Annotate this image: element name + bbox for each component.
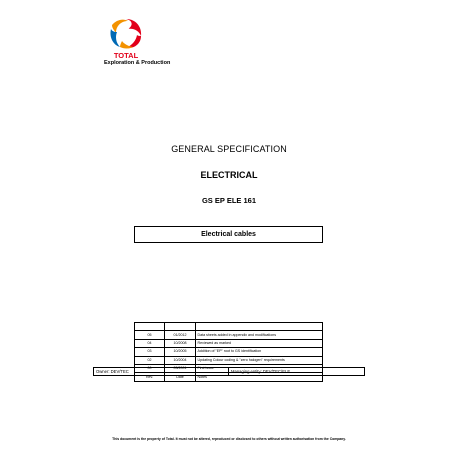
table-row: [135, 331, 323, 339]
owner-cell: Owner: DEV/TEC: [93, 367, 229, 376]
revision-date: 03/2001: [165, 364, 196, 372]
confidentiality-notice: This document is the property of Total. It must not be altered, reproduced or disclosed to others without written authorisation from the Company.: [112, 437, 346, 441]
revision-number: 05: [135, 331, 165, 339]
ownership-row: [93, 367, 365, 376]
total-logo-wordmark: TOTAL: [113, 51, 139, 60]
department-name: Exploration & Production: [104, 60, 171, 66]
total-logo: [106, 17, 146, 61]
table-row: [135, 339, 323, 347]
revision-notes: First issue: [196, 364, 323, 372]
blank-row: [135, 323, 323, 331]
revision-date: 01/2012: [165, 331, 196, 339]
column-header-notes: Notes: [196, 373, 323, 381]
revision-notes: Updating Colour coding & "zero halogen" requirements: [196, 356, 323, 364]
table-row: [135, 356, 323, 364]
revision-date: 10/2005: [165, 348, 196, 356]
revision-number: 00: [135, 364, 165, 372]
revision-date: 10/2008: [165, 339, 196, 347]
table-row: [135, 348, 323, 356]
document-discipline: ELECTRICAL: [200, 170, 258, 180]
revision-notes: Reviewed as marked: [196, 339, 323, 347]
document-title: Electrical cables: [201, 231, 256, 238]
revision-date: 10/2004: [165, 356, 196, 364]
document-type: GENERAL SPECIFICATION: [171, 144, 287, 154]
document-code: GS EP ELE 161: [201, 196, 257, 205]
total-logo-mark: [110, 19, 141, 49]
revision-number: 02: [135, 356, 165, 364]
blank-cell: [165, 323, 196, 331]
revision-notes: Addition of "EP" root to GS identification: [196, 348, 323, 356]
revision-number: 04: [135, 339, 165, 347]
revision-notes: Data sheets added in appendix and modifications: [196, 331, 323, 339]
column-header-rev: Rev.: [135, 373, 165, 381]
column-header-date: Date: [165, 373, 196, 381]
blank-cell: [196, 323, 323, 331]
revision-number: 03: [135, 348, 165, 356]
blank-cell: [135, 323, 165, 331]
document-title-box: [134, 226, 323, 243]
managing-entity-cell: Managing entity: DEV/TEC/ELE: [229, 367, 365, 376]
